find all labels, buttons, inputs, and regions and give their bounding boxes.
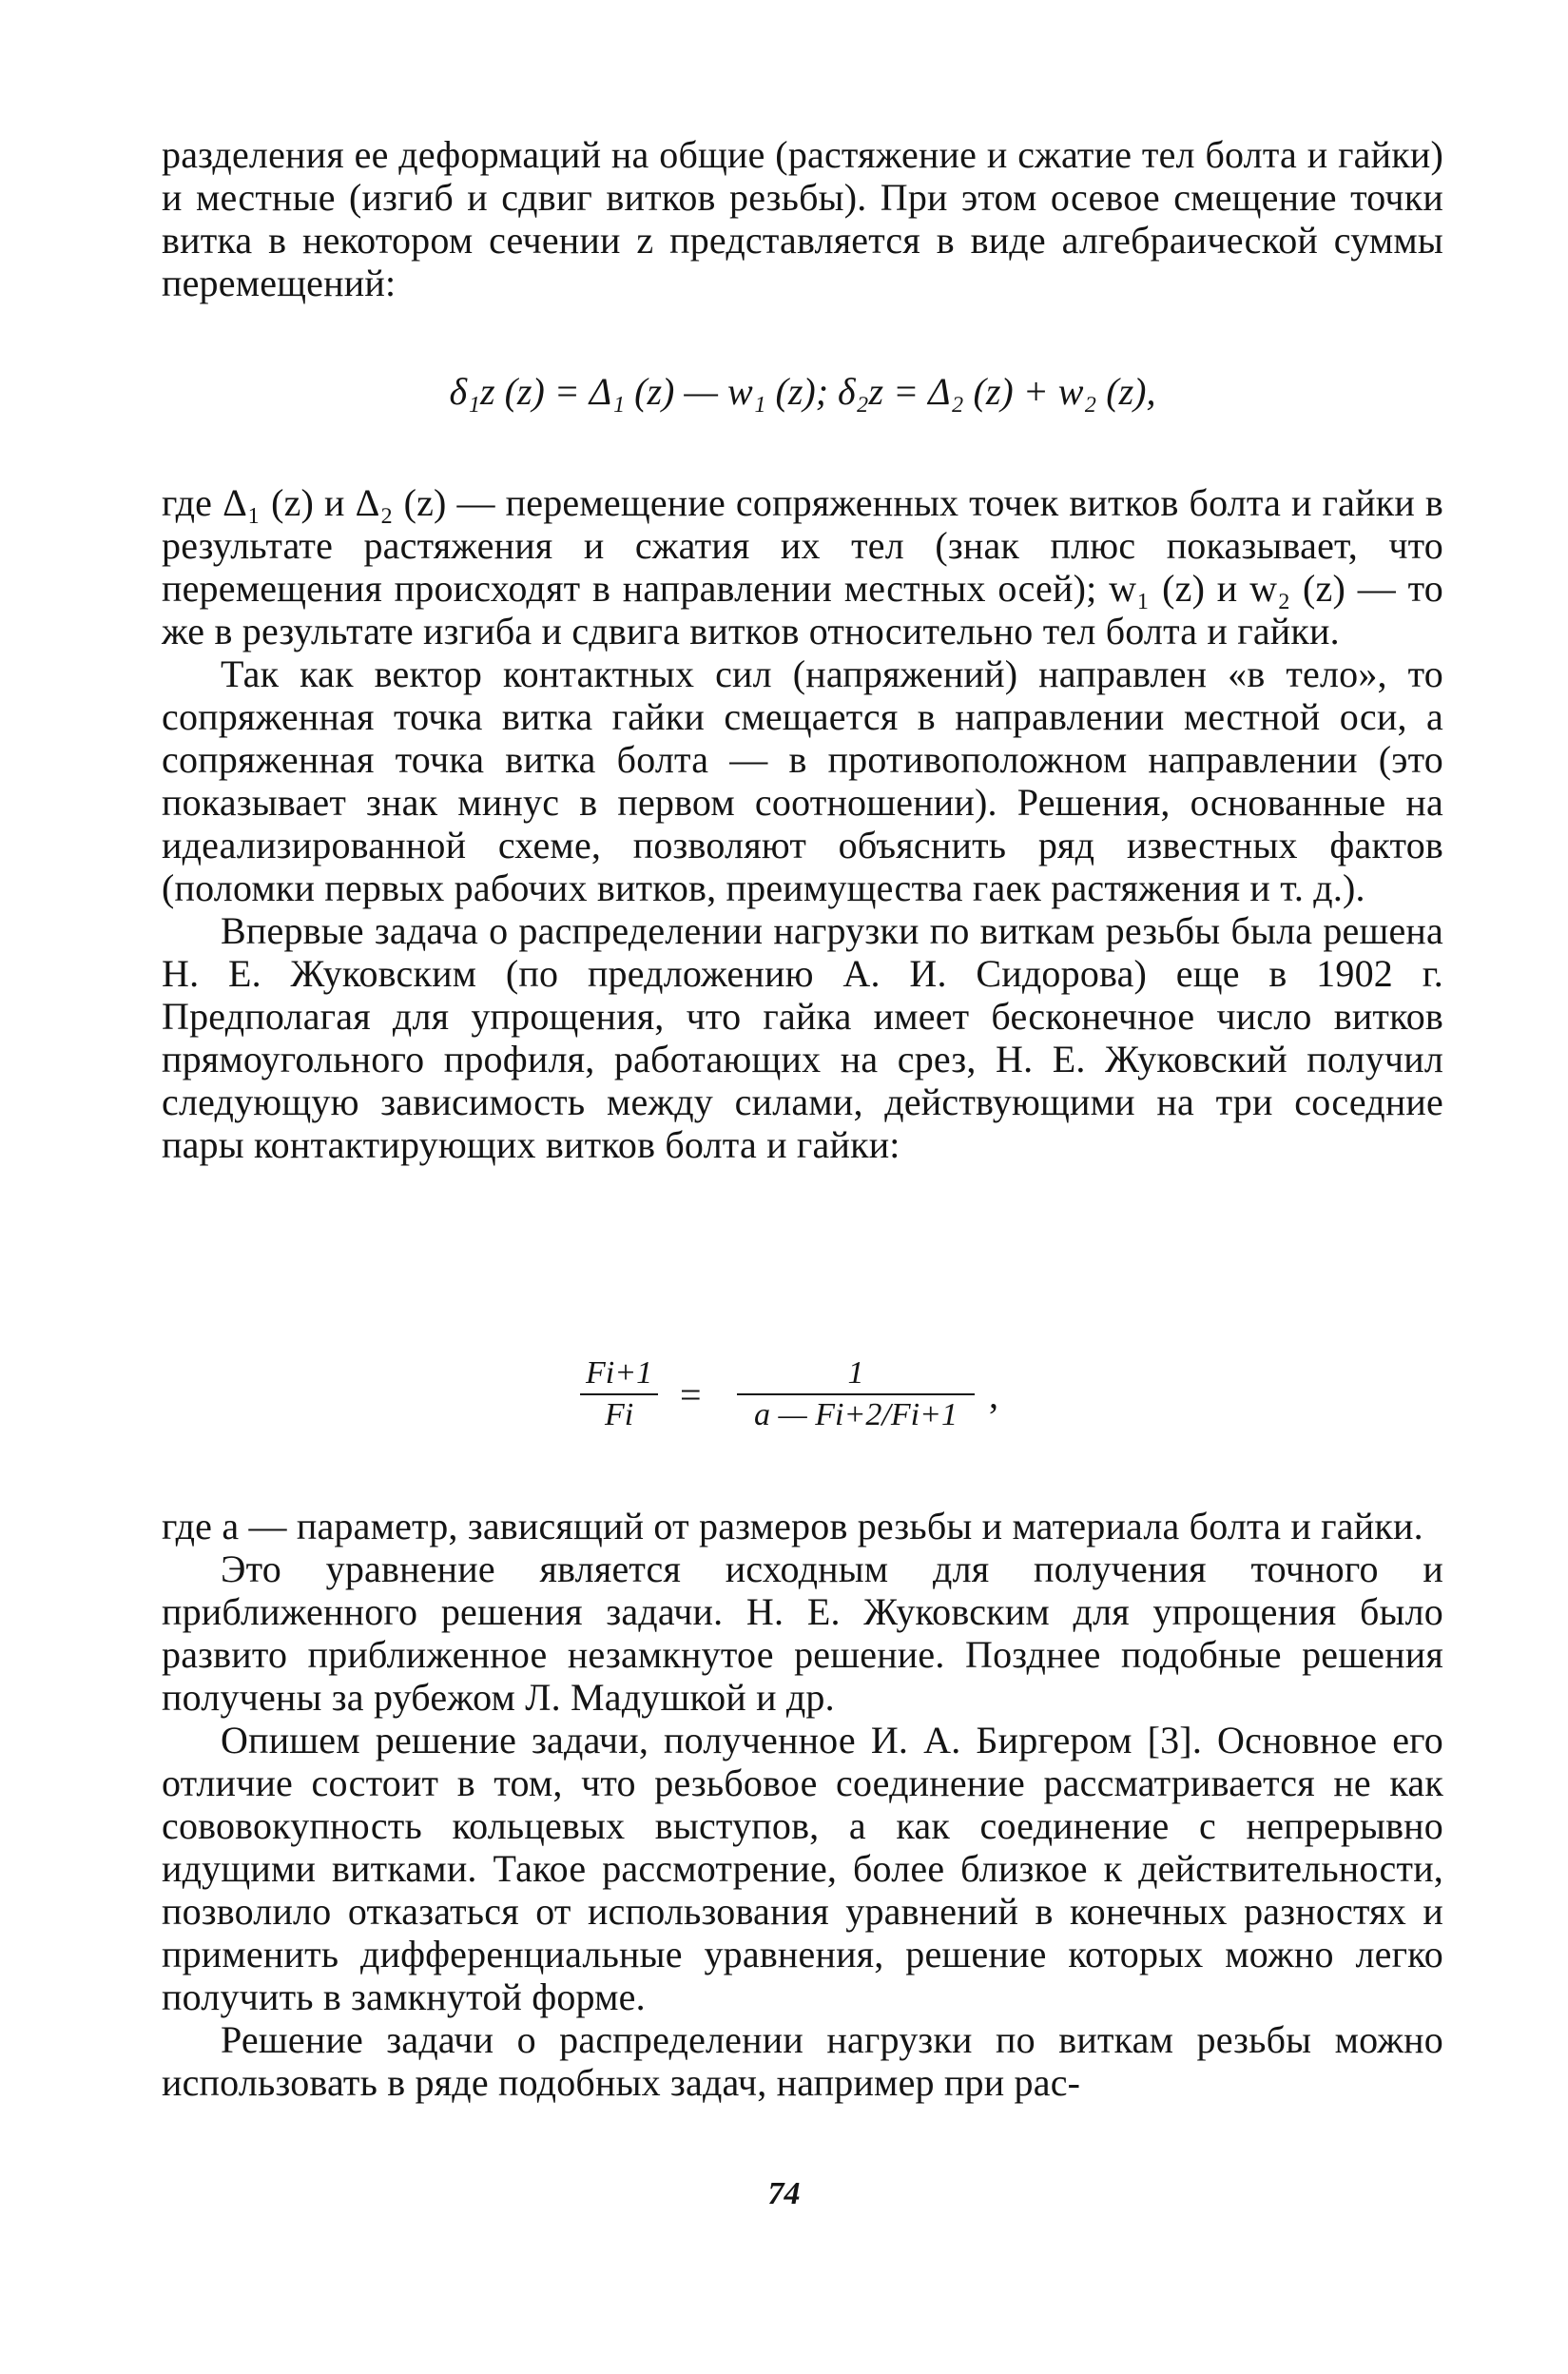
text-block-bottom	[162, 1505, 1443, 2104]
fraction-rhs-numerator: 1	[847, 1355, 864, 1391]
formula-2-trailing-comma: ,	[989, 1373, 998, 1416]
fraction-lhs	[580, 1355, 658, 1433]
text-block-middle	[162, 481, 1443, 1166]
paragraph-8: Решение задачи о распределении нагрузки по виткам резьбы можно использовать в ряде подобных задач, например при рас-	[162, 2018, 1443, 2104]
paragraph-7: Опишем решение задачи, полученное И. А. Биргером [3]. Основное его отличие состоит в том, что резьбовое соединение рассматривается не как сововокупность кольцевых выступов, а как соединение с непрерывно идущими витками. Такое рассмотрение, более близкое к действительности, позволило отказаться от использования уравнений в конечных разностях и применить дифференциальные уравнения, решение которых можно легко получить в замкнутой форме.	[162, 1719, 1443, 2018]
fraction-rhs-denominator: a — Fi+2/Fi+1	[737, 1393, 975, 1433]
paragraph-2: где Δ₁ (z) и Δ₂ (z) — перемещение сопряженных точек витков болта и гайки в результате растяжения и сжатия их тел (знак плюс показывает, что перемещения происходят в направлении местных осей); w₁ (z) и w₂ (z) — то же в результате изгиба и сдвига витков относительно тел болта и гайки.	[162, 481, 1443, 652]
page-number: 74	[767, 2176, 801, 2211]
formula-displacement: δ₁z (z) = Δ₁ (z) — w₁ (z); δ₂z = Δ₂ (z) + w₂ (z),	[449, 370, 1156, 413]
fraction-rhs	[737, 1355, 975, 1433]
paragraph-6: Это уравнение является исходным для получения точного и приближенного решения задачи. Н. Е. Жуковским для упрощения было развито приближенное незамкнутое решение. Позднее подобные решения получены за рубежом Л. Мадушкой и др.	[162, 1547, 1443, 1719]
paragraph-4: Впервые задача о распределении нагрузки по виткам резьбы была решена Н. Е. Жуковским (по предложению А. И. Сидорова) еще в 1902 г. Предполагая для упрощения, что гайка имеет бесконечное число витков прямоугольного профиля, работающих на срез, Н. Е. Жуковский получил следующую зависимость между силами, действующими на три соседние пары контактирующих витков болта и гайки:	[162, 909, 1443, 1166]
paragraph-5: где a — параметр, зависящий от размеров резьбы и материала болта и гайки.	[162, 1505, 1423, 1547]
paragraph-1-block	[162, 133, 1443, 304]
fraction-lhs-numerator: Fi+1	[586, 1355, 653, 1391]
equals-sign: =	[680, 1373, 702, 1416]
paragraph-1: разделения ее деформаций на общие (растяжение и сжатие тел болта и гайки) и местные (изгиб и сдвиг витков резьбы). При этом осевое смещение точки витка в некотором сечении z представляется в виде алгебраической суммы перемещений:	[162, 133, 1443, 304]
fraction-lhs-denominator: Fi	[580, 1393, 658, 1433]
formula-2-block	[162, 1355, 1443, 1441]
paragraph-3: Так как вектор контактных сил (напряжений) направлен «в тело», то сопряженная точка витка гайки смещается в направлении местной оси, а сопряженная точка витка болта — в противоположном направлении (это показывает знак минус в первом соотношении). Решения, основанные на идеализированной схеме, позволяют объяснить ряд известных фактов (поломки первых рабочих витков, преимущества гаек растяжения и т. д.).	[162, 652, 1443, 909]
formula-1-block	[162, 369, 1443, 426]
